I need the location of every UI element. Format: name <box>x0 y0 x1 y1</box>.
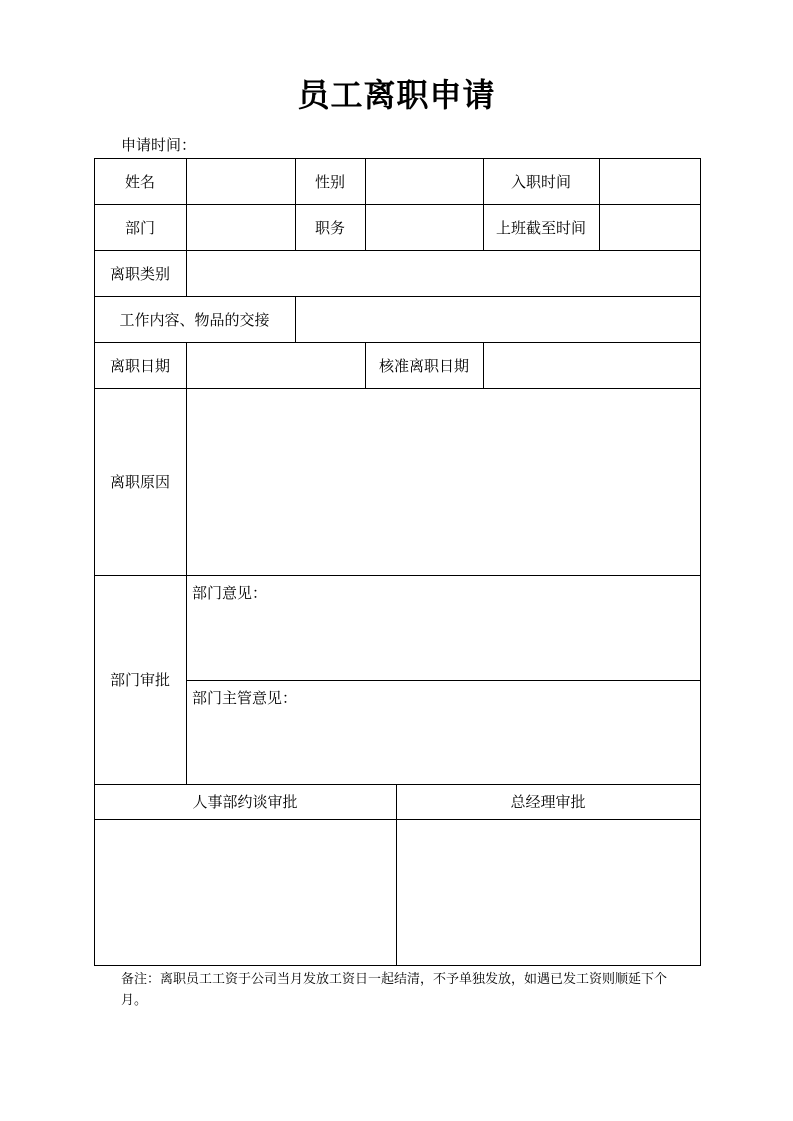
name-field[interactable] <box>187 159 295 204</box>
approved-resign-date-field[interactable] <box>484 343 700 388</box>
dept-manager-opinion-label: 部门主管意见： <box>192 689 298 707</box>
approved-resign-date-label: 核准离职日期 <box>378 356 469 375</box>
hr-interview-approval-field[interactable] <box>95 820 396 965</box>
work-until-field[interactable] <box>600 205 700 250</box>
handover-label: 工作内容、物品的交接 <box>119 310 270 329</box>
dept-opinion-label: 部门意见： <box>192 584 268 602</box>
gender-field[interactable] <box>366 159 483 204</box>
join-date-label: 入职时间 <box>510 172 571 191</box>
resignation-type-label: 离职类别 <box>109 264 170 283</box>
resignation-type-field[interactable] <box>187 251 700 296</box>
dept-opinion-field[interactable] <box>187 576 700 680</box>
position-label: 职务 <box>314 218 345 237</box>
resign-reason-field[interactable] <box>187 389 700 575</box>
position-field[interactable] <box>366 205 483 250</box>
handover-field[interactable] <box>296 297 700 342</box>
work-until-label: 上班截至时间 <box>495 218 586 237</box>
resign-date-field[interactable] <box>187 343 365 388</box>
gm-approval-label: 总经理审批 <box>510 793 586 811</box>
resign-reason-label: 离职原因 <box>109 473 170 491</box>
dept-manager-opinion-field[interactable] <box>187 681 700 784</box>
resign-date-label: 离职日期 <box>109 356 170 375</box>
department-label: 部门 <box>124 218 155 237</box>
page-title: 员工离职申请 <box>297 76 496 114</box>
footnote: 备注：离职员工工资于公司当月发放工资日一起结清，不予单独发放，如遇已发工资则顺延下个月。 <box>121 972 668 1008</box>
gender-label: 性别 <box>314 172 345 191</box>
department-field[interactable] <box>187 205 295 250</box>
name-label: 姓名 <box>124 172 155 191</box>
join-date-field[interactable] <box>600 159 700 204</box>
gm-approval-field[interactable] <box>397 820 700 965</box>
dept-approval-label: 部门审批 <box>109 671 170 689</box>
apply-time-label: 申请时间： <box>121 136 197 154</box>
hr-interview-approval-label: 人事部约谈审批 <box>192 793 298 811</box>
